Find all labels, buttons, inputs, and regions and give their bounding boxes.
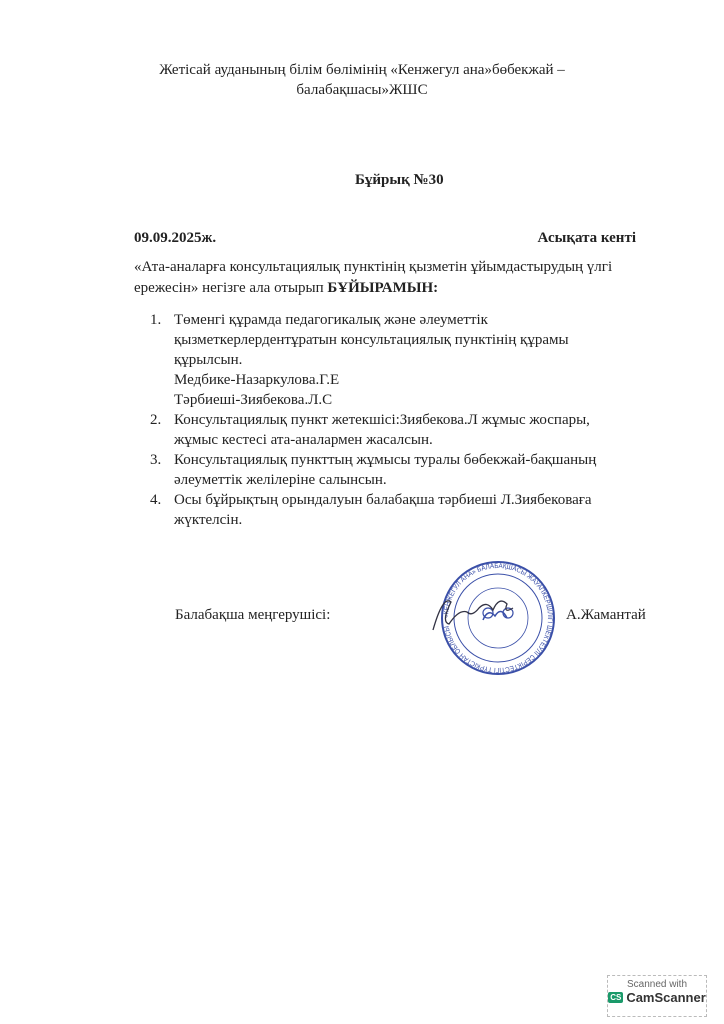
stamp-text: «КЕНЖЕГУЛ АНА» БАЛАБАҚШАСЫ ЖАУАПКЕРШІЛІГІ ШЕКТЕУЛІ СЕРІКТЕСТІГІ ТҮРКІСТАН ОБЛЫСЫ xyxy=(442,562,554,674)
item-text xyxy=(174,490,630,530)
item-line: әлеуметтік желілеріне салынсын. xyxy=(174,472,387,488)
order-item xyxy=(150,310,630,410)
signature-role: Балабақша меңгерушісі: xyxy=(175,607,331,623)
item-number: 1. xyxy=(150,312,162,328)
item-line: Консультациялық пункт жетекшісі:Зиябекова.Л жұмыс жоспары, xyxy=(174,412,590,428)
preamble-text: ережесін» негізге ала отырып xyxy=(134,280,328,296)
header-line-2: балабақшасы»ЖШС xyxy=(296,82,428,98)
item-line: Медбике-Назаркулова.Г.Е xyxy=(174,372,340,388)
item-number: 2. xyxy=(150,412,162,428)
item-number: 3. xyxy=(150,452,162,468)
item-text xyxy=(174,410,630,450)
item-number: 4. xyxy=(150,492,162,508)
item-text xyxy=(174,450,630,490)
document-title: Бұйрық №30 xyxy=(355,172,444,188)
camscanner-logo-icon: CS xyxy=(610,993,622,1002)
preamble-line-1: «Ата-аналарға консультациялық пунктінің қызметін ұйымдастырудың үлгі xyxy=(134,259,613,275)
handwritten-signature xyxy=(425,592,525,637)
item-line: құрылсын. xyxy=(174,352,243,368)
item-line: Төменгі құрамда педагогикалық және әлеуметтік xyxy=(174,312,488,328)
order-item xyxy=(150,490,630,530)
order-items-list xyxy=(150,310,630,530)
order-word: БҰЙЫРАМЫН: xyxy=(327,280,439,296)
document-place: Асықата кенті xyxy=(537,230,636,246)
header-line-1: Жетісай ауданының білім бөлімінің «Кенжегул ана»бөбекжай – xyxy=(159,62,565,78)
order-item xyxy=(150,410,630,450)
item-line: Осы бұйрықтың орындалуын балабақша тәрбиеші Л.Зиябековаға xyxy=(174,492,592,508)
item-line: жүктелсін. xyxy=(174,512,243,528)
order-item xyxy=(150,450,630,490)
item-line: Консультациялық пункттың жұмысы туралы бөбекжай-бақшаның xyxy=(174,452,597,468)
preamble-line-2 xyxy=(134,280,438,297)
camscanner-watermark xyxy=(607,975,707,1017)
item-text xyxy=(174,310,630,410)
watermark-line-2: CamScanner xyxy=(626,990,706,1005)
item-line: қызметкерлердентұратын консультациялық пунктінің құрамы xyxy=(174,332,569,348)
watermark-line-1: Scanned with xyxy=(626,979,688,990)
item-line: жұмыс кестесі ата-аналармен жасалсын. xyxy=(174,432,433,448)
document-date: 09.09.2025ж. xyxy=(134,230,217,246)
signature-name: А.Жамантай xyxy=(566,607,646,623)
item-line: Тәрбиеші-Зиябекова.Л.С xyxy=(174,392,333,408)
